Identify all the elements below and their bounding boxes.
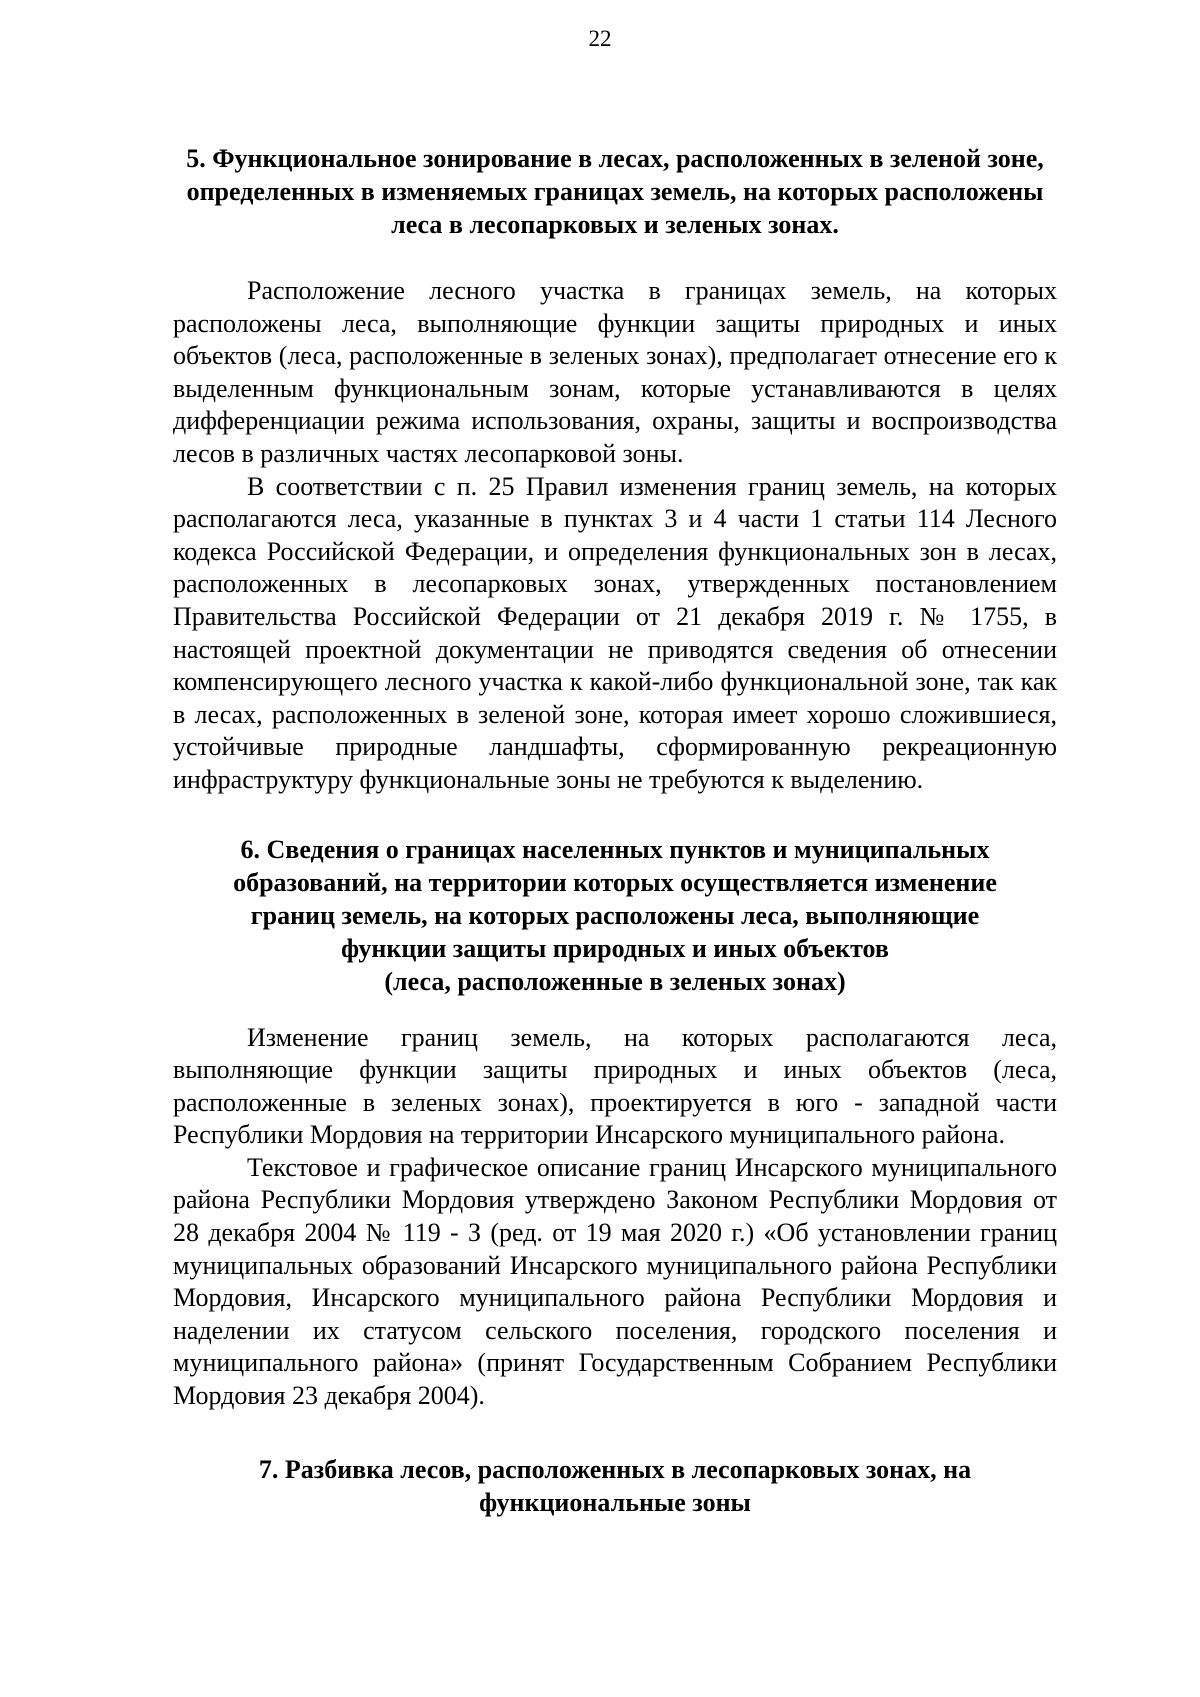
section-7: [173, 1453, 1057, 1519]
section-6: [173, 833, 1057, 1413]
document-body: [173, 142, 1057, 1519]
title-line: (леса, расположенные в зеленых зонах): [384, 966, 846, 996]
paragraph: В соответствии с п. 25 Правил изменения границ земель, на которых располагаются леса, указанные в пунктах 3 и 4 части 1 статьи 114 Лесного кодекса Российской Федерации, и определения функциональных зон в лесах, расположенных в лесопарковых зонах, утвержденных постановлением Правительства Российской Федерации от 21 декабря 2019 г. № 1755, в настоящей проектной документации не приводятся сведения об отнесении компенсирующего лесного участка к какой-либо функциональной зоне, так как в лесах, расположенных в зеленой зоне, которая имеет хорошо сложившиеся, устойчивые природные ландшафты, сформированную рекреационную инфраструктуру функциональные зоны не требуются к выделению.: [173, 471, 1057, 794]
title-line: образований, на территории которых осуществляется изменение: [233, 867, 997, 897]
section-5: [173, 142, 1057, 797]
paragraph: Изменение границ земель, на которых располагаются леса, выполняющие функции защиты природных и иных объектов (леса, расположенные в зеленых зонах), проектируется в юго - западной части Республики Мордовия на территории Инсарского муниципального района.: [173, 1022, 1057, 1150]
title-line: границ земель, на которых расположены леса, выполняющие: [250, 900, 980, 930]
title-line: определенных в изменяемых границах земель, на которых расположены: [186, 177, 1044, 206]
title-line: 6. Сведения о границах населенных пунктов и муниципальных: [240, 834, 990, 864]
title-line: функции защиты природных и иных объектов: [341, 933, 889, 963]
paragraph: Текстовое и графическое описание границ Инсарского муниципального района Республики Мордовия утверждено Законом Республики Мордовия от 28 декабря 2004 № 119 - З (ред. от 19 мая 2020 г.) «Об установлении границ муниципальных образований Инсарского муниципального района Республики Мордовия, Инсарского муниципального района Республики Мордовия и наделении их статусом сельского поселения, городского поселения и муниципального района» (принят Государственным Собранием Республики Мордовия 23 декабря 2004).: [173, 1152, 1057, 1411]
paragraph: Расположение лесного участка в границах земель, на которых расположены леса, выполняющие функции защиты природных и иных объектов (леса, расположенные в зеленых зонах), предполагает отнесение его к выделенным функциональным зонам, которые устанавливаются в целях дифференциации режима использования, охраны, защиты и воспроизводства лесов в различных частях лесопарковой зоны.: [173, 276, 1057, 468]
section-5-title: [173, 142, 1057, 241]
page-number: 22: [588, 26, 612, 51]
section-7-title: [173, 1453, 1057, 1519]
title-line: функциональные зоны: [479, 1487, 751, 1517]
title-line: 7. Разбивка лесов, расположенных в лесопарковых зонах, на: [258, 1454, 972, 1484]
title-line: 5. Функциональное зонирование в лесах, расположенных в зеленой зоне,: [186, 144, 1044, 173]
section-6-title: [173, 833, 1057, 998]
title-line: леса в лесопарковых и зеленых зонах.: [391, 210, 839, 239]
